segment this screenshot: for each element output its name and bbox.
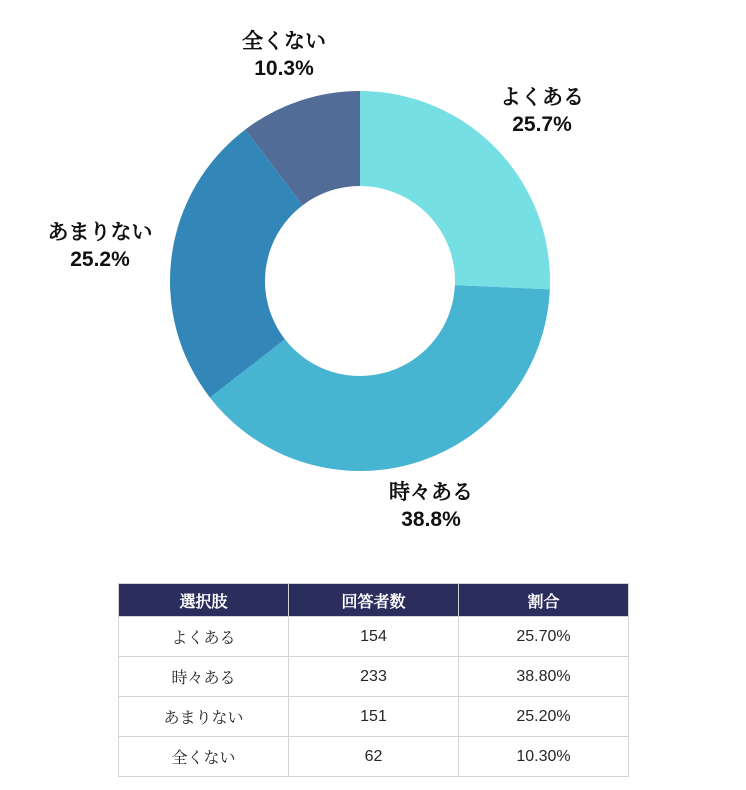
results-table-container [118, 583, 629, 777]
table-header-respondents: 回答者数 [289, 584, 459, 617]
table-header-row [119, 584, 629, 617]
slice-label-text: 時々ある [389, 481, 473, 504]
table-cell-respondents: 62 [289, 737, 459, 777]
table-cell-ratio: 25.70% [459, 617, 629, 657]
slice-label-pct: 10.3% [254, 57, 314, 80]
slice-label-pct: 25.2% [70, 248, 130, 271]
slice-label-amarinai [48, 219, 153, 273]
slice-label-pct: 25.7% [512, 113, 572, 136]
table-cell-choice: よくある [119, 617, 289, 657]
results-table [118, 583, 629, 777]
slice-label-mattakunai [242, 28, 326, 82]
table-cell-respondents: 151 [289, 697, 459, 737]
table-cell-ratio: 10.30% [459, 737, 629, 777]
table-cell-choice: あまりない [119, 697, 289, 737]
slice-label-text: 全くない [242, 30, 326, 53]
slice-label-text: よくある [500, 86, 584, 109]
table-cell-ratio: 25.20% [459, 697, 629, 737]
table-cell-respondents: 154 [289, 617, 459, 657]
table-row [119, 657, 629, 697]
slice-label-pct: 38.8% [401, 508, 461, 531]
table-row [119, 697, 629, 737]
table-cell-respondents: 233 [289, 657, 459, 697]
table-header-choice: 選択肢 [119, 584, 289, 617]
table-cell-choice: 全くない [119, 737, 289, 777]
table-row [119, 617, 629, 657]
table-row [119, 737, 629, 777]
table-cell-ratio: 38.80% [459, 657, 629, 697]
slice-label-yokuaru [500, 84, 584, 138]
table-cell-choice: 時々ある [119, 657, 289, 697]
table-header-ratio: 割合 [459, 584, 629, 617]
slice-label-text: あまりない [47, 221, 153, 244]
slice-label-tokidokiaru [389, 479, 473, 533]
